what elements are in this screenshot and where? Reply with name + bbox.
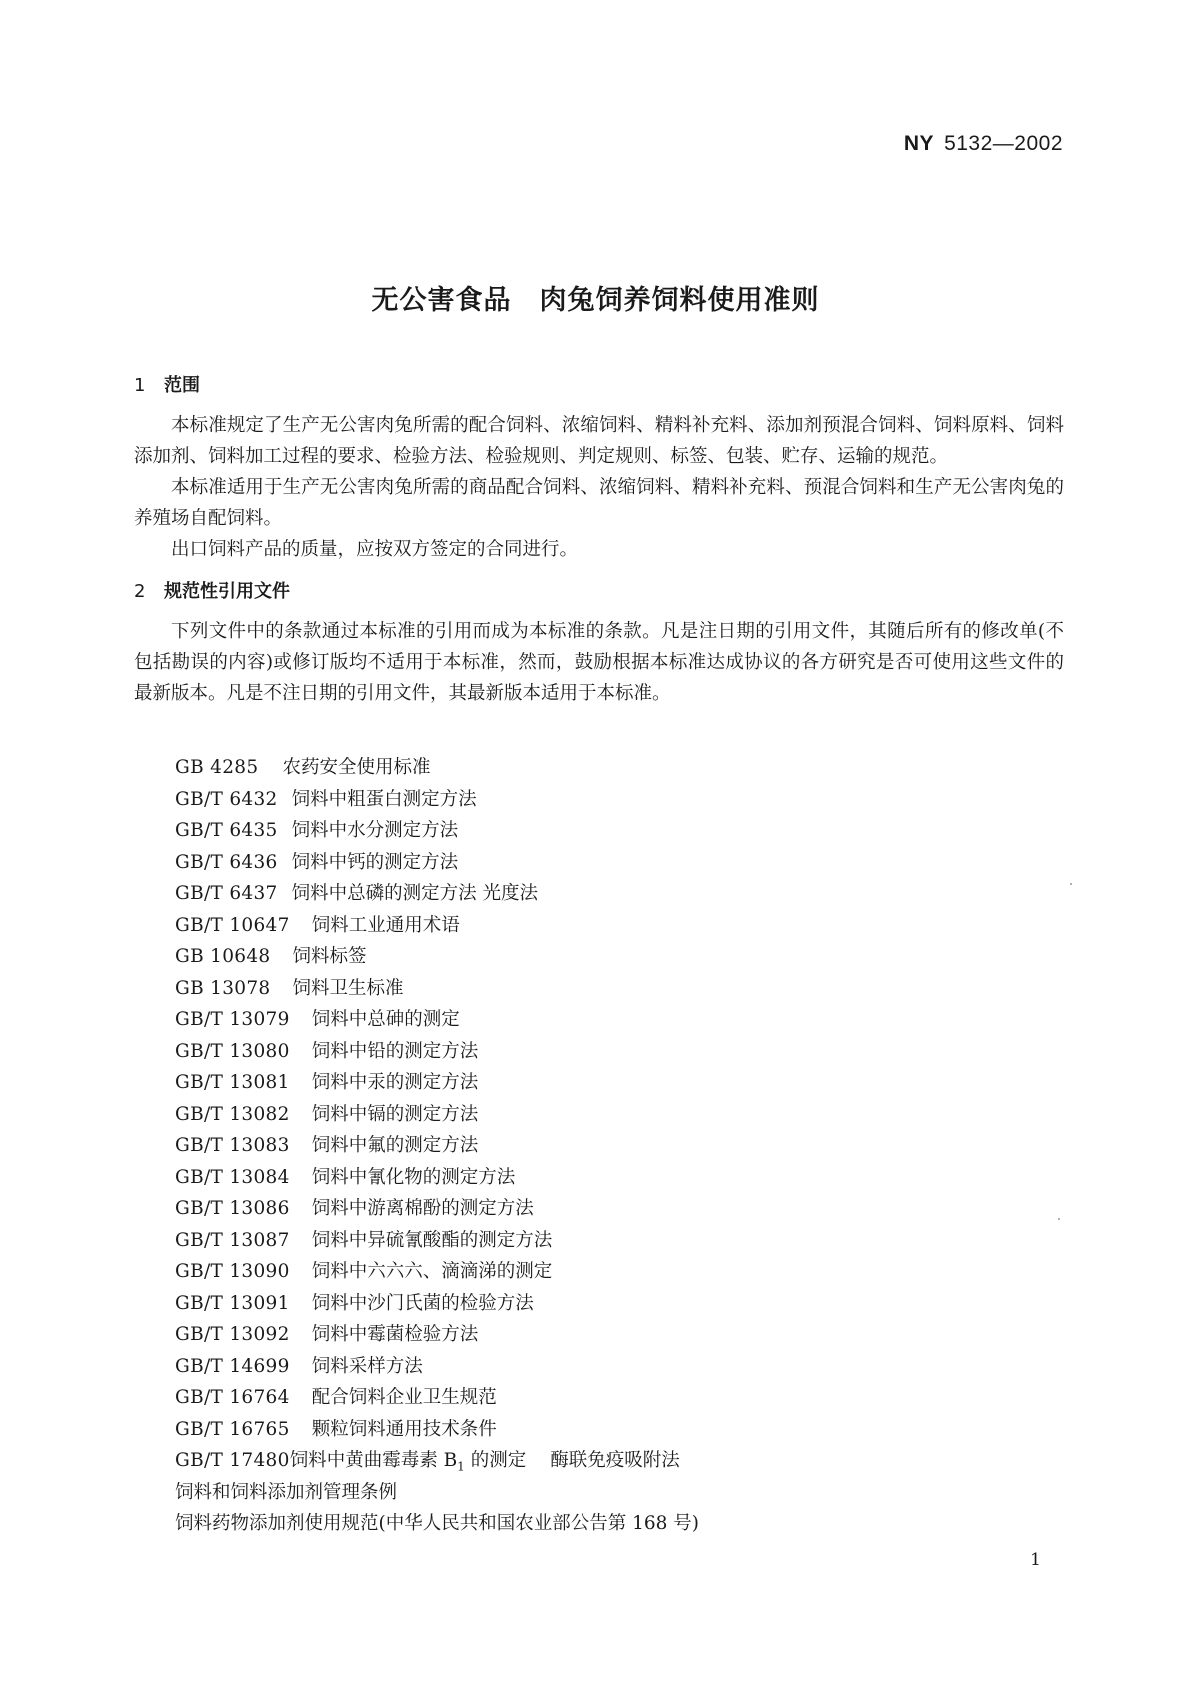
reference-code: GB/T 13087 [175,1229,290,1251]
section-1-heading [134,371,200,397]
reference-code: GB 4285 [175,757,259,778]
reference-title-suffix: 的测定 [464,1450,527,1471]
document-title: 无公害食品 肉兔饲养饲料使用准则 [371,285,820,316]
reference-item [175,1382,699,1414]
reference-code: GB 13078 [175,977,271,999]
reference-code: GB/T 16764 [175,1387,290,1408]
reference-title: 饲料中汞的测定方法 [311,1072,479,1093]
reference-code: GB/T 13092 [175,1324,290,1345]
reference-title: 饲料中沙门氏菌的检验方法 [311,1292,534,1314]
reference-item [175,752,699,784]
reference-title: 饲料中霉菌检验方法 [311,1324,479,1345]
page-number: 1 [1030,1550,1041,1570]
reference-item [175,941,699,973]
reference-code: GB/T 10647 [175,914,290,936]
reference-code: GB/T 13079 [175,1009,290,1030]
reference-item [175,1319,699,1351]
reference-item [175,1225,699,1257]
section-1-paragraph-2: 本标准适用于生产无公害肉兔所需的商品配合饲料、浓缩饲料、精料补充料、预混合饲料和生产无公害肉兔的养殖场自配饲料。 [134,477,1064,529]
reference-title: 饲料采样方法 [311,1355,423,1377]
reference-item [175,1414,699,1446]
subscript: 1 [457,1459,465,1474]
reference-title: 饲料中总砷的测定 [311,1009,460,1030]
reference-title: 饲料中总磷的测定方法 光度法 [291,883,538,904]
reference-title: 饲料卫生标准 [292,977,404,999]
reference-code: GB/T 13084 [175,1166,290,1188]
reference-title: 饲料中六六六、滴滴涕的测定 [311,1261,553,1282]
section-1-paragraph-1: 本标准规定了生产无公害肉兔所需的配合饲料、浓缩饲料、精料补充料、添加剂预混合饲料、饲料原料、饲料添加剂、饲料加工过程的要求、检验方法、检验规则、判定规则、标签、包装、贮存、运输的规范。 [134,415,1064,467]
reference-code: GB/T 6435 [175,820,278,841]
reference-title: 配合饲料企业卫生规范 [311,1387,497,1408]
reference-title: 饲料中游离棉酚的测定方法 [311,1198,534,1219]
section-number: 1 [134,375,146,396]
reference-code: GB/T 13083 [175,1135,290,1156]
standard-code [904,132,1063,156]
reference-item-untitled [175,1508,699,1540]
reference-title: 饲料中镉的测定方法 [311,1103,479,1125]
standard-prefix: NY [903,132,935,155]
reference-method: 酶联免疫吸附法 [550,1450,680,1471]
section-2-heading [134,577,290,603]
reference-item [175,1130,699,1162]
reference-title: 饲料中水分测定方法 [291,820,459,841]
reference-code: GB 10648 [175,946,271,967]
reference-code: GB/T 6437 [175,883,278,904]
reference-title: 饲料中钙的测定方法 [291,851,459,873]
reference-code: GB/T 13081 [175,1072,290,1093]
reference-item [175,910,699,942]
reference-title: 颗粒饲料通用技术条件 [311,1418,497,1440]
reference-item [175,878,699,910]
reference-item [175,1036,699,1068]
reference-item [175,1162,699,1194]
reference-item [175,1288,699,1320]
reference-code: GB/T 13090 [175,1261,290,1282]
reference-code: GB/T 17480 [175,1450,290,1471]
reference-item [175,1256,699,1288]
reference-item [175,847,699,879]
reference-title: 饲料中氟的测定方法 [311,1135,479,1156]
reference-title: 饲料标签 [292,946,367,967]
reference-title: 饲料中铅的测定方法 [311,1040,479,1062]
reference-title: 饲料工业通用术语 [311,914,460,936]
reference-code: GB/T 13091 [175,1292,290,1314]
reference-title: 饲料和饲料添加剂管理条例 [175,1481,398,1503]
reference-item-aflatoxin [175,1445,699,1477]
section-number: 2 [134,581,146,602]
section-1-paragraph-3: 出口饲料产品的质量，应按双方签定的合同进行。 [171,539,579,560]
reference-item [175,1193,699,1225]
scan-speck [1058,1218,1060,1220]
section-2-paragraph-1: 下列文件中的条款通过本标准的引用而成为本标准的条款。凡是注日期的引用文件，其随后所有的修改单(不包括勘误的内容)或修订版均不适用于本标准，然而，鼓励根据本标准达成协议的各方研究是否可使用这些文件的最新版本。凡是不注日期的引用文件，其最新版本适用于本标准。 [134,621,1064,704]
reference-item [175,1099,699,1131]
reference-title: 饲料中异硫氰酸酯的测定方法 [311,1229,553,1251]
reference-code: GB/T 6436 [175,851,278,873]
reference-title: 农药安全使用标准 [282,757,431,778]
scan-speck [1070,883,1072,885]
section-title: 范围 [164,375,200,396]
reference-item [175,815,699,847]
reference-item [175,1351,699,1383]
reference-code: GB/T 13082 [175,1103,290,1125]
reference-item [175,784,699,816]
normative-references-list [175,752,699,1540]
reference-title: 饲料中粗蛋白测定方法 [291,788,477,810]
reference-title: 饲料中黄曲霉毒素 B [289,1450,458,1471]
standard-number: 5132—2002 [944,132,1063,155]
reference-item [175,1004,699,1036]
reference-title: 饲料药物添加剂使用规范(中华人民共和国农业部公告第 168 号) [175,1513,700,1534]
reference-item-untitled [175,1477,699,1509]
reference-item [175,1067,699,1099]
reference-code: GB/T 14699 [175,1355,290,1377]
reference-code: GB/T 13086 [175,1198,290,1219]
reference-item [175,973,699,1005]
reference-title: 饲料中氰化物的测定方法 [311,1166,516,1188]
reference-code: GB/T 13080 [175,1040,290,1062]
reference-code: GB/T 6432 [175,788,278,810]
section-title: 规范性引用文件 [164,581,290,602]
reference-code: GB/T 16765 [175,1418,290,1440]
